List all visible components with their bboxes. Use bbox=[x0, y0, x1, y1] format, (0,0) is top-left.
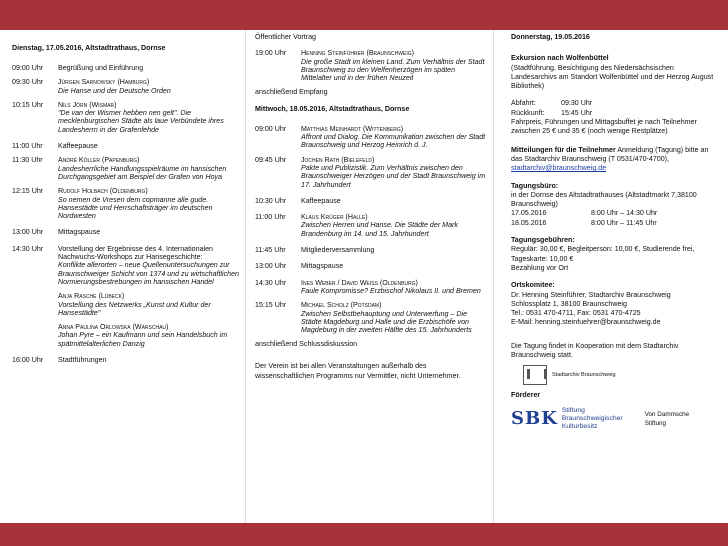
office-hours: 8:00 Uhr – 11:45 Uhr bbox=[591, 218, 657, 227]
talk-title: "De van der Wismer hebben nen gelt". Die mecklenburgischen Städte als laue Verbündete ihres Landesherrn in der Grafenfehde bbox=[58, 109, 224, 134]
stadtarchiv-emblem-icon bbox=[523, 365, 547, 385]
entry-time bbox=[12, 292, 58, 317]
entry-time: 11:45 Uhr bbox=[255, 246, 286, 255]
entry-body bbox=[58, 245, 239, 286]
column-wednesday bbox=[245, 30, 493, 523]
entry-body bbox=[301, 301, 487, 334]
entry-body bbox=[301, 156, 487, 189]
organizer-disclaimer: Der Verein ist bei allen Veranstaltungen außerhalb des wissenschaftlichen Programms nur Vermittler, nicht Unternehmer. bbox=[255, 361, 461, 380]
entry-time: 13:00 Uhr bbox=[255, 262, 287, 271]
entry-time: 09:30 Uhr bbox=[12, 78, 44, 87]
dammsche-stiftung bbox=[645, 410, 689, 428]
office-title: Tagungsbüro: bbox=[511, 181, 559, 190]
entry-time: 10:15 Uhr bbox=[12, 100, 44, 109]
talk-title: Zwischen Herren und Hanse. Die Städte der Mark Brandenburg im 14. und 15. Jahrhundert bbox=[301, 221, 458, 238]
office-text: in der Dornse des Altstadtrathauses (Altstadtmarkt 7,38100 Braunschweig) bbox=[511, 190, 697, 209]
sbk-letters-text: SBK bbox=[511, 407, 558, 429]
talk-title: Pakte und Publizistik. Zum Verhältnis zwischen den Braunschweiger Herzögen und der Stadt Braunschweig im 17. Jahrhundert bbox=[301, 163, 486, 189]
column-thursday-info bbox=[493, 30, 728, 523]
schedule-entry bbox=[12, 228, 239, 236]
public-lecture-note: Öffentlicher Vortrag bbox=[255, 33, 316, 41]
committee-line: Dr. Henning Steinführer, Stadtarchiv Braunschweig bbox=[511, 290, 671, 299]
entry-body bbox=[58, 228, 239, 236]
talk-title: Die große Stadt im kleinen Land. Zum Verhältnis der Stadt Braunschweig zu den Welfenherzögen im späten Mittelalter und in der frühen Neuzeit bbox=[301, 57, 485, 83]
bottom-band bbox=[0, 523, 728, 546]
fees-note: Bezahlung vor Ort bbox=[511, 263, 569, 272]
entry-body bbox=[301, 262, 487, 270]
schedule-entry bbox=[12, 64, 239, 72]
office-date: 18.05.2016 bbox=[511, 218, 547, 227]
entry-body bbox=[301, 125, 487, 150]
excursion-title: Exkursion nach Wolfenbüttel bbox=[511, 54, 609, 63]
speaker-name: Jochen Rath (Bielefeld) bbox=[301, 155, 375, 164]
entry-body bbox=[301, 49, 487, 82]
day-title-thursday: Donnerstag, 19.05.2016 bbox=[511, 33, 590, 41]
entry-body bbox=[58, 64, 239, 72]
notice-title: Mitteilungen für die Teilnehmer bbox=[511, 145, 616, 154]
schedule-entry bbox=[255, 156, 487, 189]
schedule-entry bbox=[12, 142, 239, 150]
schedule-entry bbox=[12, 323, 239, 348]
schedule-entry bbox=[12, 156, 239, 181]
schedule-list-tuesday bbox=[12, 64, 239, 364]
entry-text: Mittagspause bbox=[301, 262, 344, 271]
entry-body bbox=[58, 292, 239, 317]
talk-title: Konflikte allerorten – neue Quellenuntersuchungen zur Braunschweiger Schicht von 1374 und zu wirtschaftlichen Normierungsbestrebungen im hansischen Handel bbox=[58, 261, 239, 286]
entry-body bbox=[58, 78, 239, 95]
entry-text: Kaffeepause bbox=[301, 196, 341, 205]
sbk-logo bbox=[511, 407, 623, 431]
speaker-name: Ines Weber / David Weiss (Oldenburg) bbox=[301, 278, 418, 287]
excursion-description: (Stadtführung, Besichtigung des Niedersächsischen Landesarchivs am Standort Wolfenbüttel und der Herzog August Bibliothek) bbox=[511, 63, 714, 91]
schedule-entry bbox=[255, 197, 487, 205]
entry-body bbox=[58, 142, 239, 150]
sbk-text: Kulturbesitz bbox=[561, 422, 598, 430]
reception-note: anschließend Empfang bbox=[255, 88, 328, 97]
schedule-entry bbox=[255, 125, 487, 150]
talk-title: Johan Pyre – ein Kaufmann und sein Handelsbuch im spätmittelalterlichen Danzig bbox=[58, 331, 228, 348]
entry-time: 09:00 Uhr bbox=[12, 64, 44, 72]
entry-time: 19:00 Uhr bbox=[255, 49, 287, 58]
talk-title: Vorstellung des Netzwerks „Kunst und Kultur der Hansestädte" bbox=[58, 300, 211, 317]
dammsche-text: Von Dammsche bbox=[644, 410, 690, 418]
entry-text: Kaffeepause bbox=[58, 142, 98, 151]
schedule-entry bbox=[12, 245, 239, 286]
fees-text: Regulär: 30,00 €, Begleitperson: 10,00 €, Studierende frei, Tageskarte: 10,00 € bbox=[511, 245, 695, 263]
entry-time: 16:00 Uhr bbox=[12, 356, 44, 365]
speaker-name: Matthias Meinhardt (Wittenberg) bbox=[301, 124, 404, 133]
office-date: 17.05.2016 bbox=[511, 209, 547, 218]
entry-time: 12:15 Uhr bbox=[12, 187, 44, 196]
committee-title: Ortskomitee: bbox=[511, 281, 555, 290]
schedule-entry bbox=[255, 279, 487, 296]
entry-body bbox=[301, 213, 487, 238]
schedule-entry bbox=[12, 101, 239, 134]
entry-text: Stadtführungen bbox=[58, 356, 107, 365]
entry-body bbox=[301, 197, 487, 205]
column-tuesday bbox=[0, 30, 245, 523]
schedule-entry bbox=[255, 49, 487, 82]
speaker-name: Henning Steinführer (Braunschweig) bbox=[301, 49, 414, 58]
sbk-letters bbox=[511, 407, 558, 429]
entry-time: 10:30 Uhr bbox=[255, 196, 287, 205]
entry-time: 11:30 Uhr bbox=[12, 156, 43, 165]
speaker-name: Nils Jörn (Wismar) bbox=[58, 100, 117, 109]
office-hours: 8:00 Uhr – 14:30 Uhr bbox=[591, 209, 658, 218]
speaker-name: Rudolf Holbach (Oldenburg) bbox=[58, 187, 148, 196]
departure-label: Abfahrt: bbox=[511, 99, 536, 108]
notice-text: Anmeldung (Tagung) bitte an das Stadtarchiv Braunschweig (T 0531/470-4700), bbox=[511, 145, 709, 163]
speaker-name: Jürgen Sarnowsky (Hamburg) bbox=[58, 78, 150, 87]
top-band bbox=[0, 0, 728, 30]
notice-email-link[interactable]: stadtarchiv@braunschweig.de bbox=[511, 164, 607, 173]
stadtarchiv-logo-text: Stadtarchiv Braunschweig bbox=[552, 371, 616, 378]
schedule-entry bbox=[12, 292, 239, 317]
entry-time bbox=[12, 323, 58, 348]
talk-title: Zwischen Selbstbehauptung und Unterwerfung – Die Städte Magdeburg und Halle und die Erzbischöfe von Magdeburg in der zweiten Hälfte des 15. Jahrhunderts bbox=[301, 309, 472, 335]
entry-time: 14:30 Uhr bbox=[255, 278, 287, 287]
talk-title: Faule Kompromisse? Erzbischof Nikolaus II. und Bremen bbox=[301, 286, 481, 295]
schedule-list-evening bbox=[255, 49, 487, 82]
schedule-entry bbox=[255, 213, 487, 238]
entry-body bbox=[58, 356, 239, 364]
return-time: 15:45 Uhr bbox=[561, 108, 593, 117]
speaker-name: André Köller (Papenburg) bbox=[58, 156, 140, 165]
entry-time: 14:30 Uhr bbox=[12, 244, 44, 253]
committee-line: Schlossplatz 1, 38100 Braunschweig bbox=[511, 299, 627, 308]
entry-text: Mittagspause bbox=[58, 228, 101, 237]
dammsche-text: Stiftung bbox=[644, 419, 667, 427]
fees-title: Tagungsgebühren: bbox=[511, 236, 575, 245]
fare-text: Fahrpreis, Führungen und Mittagsbuffet je nach Teilnehmer zwischen 25 € und 35 € (noch wenige Restplätze) bbox=[511, 118, 697, 136]
sponsor-title: Förderer bbox=[511, 391, 541, 400]
talk-title: Affront und Dialog. Die Kommunikation zwischen der Stadt Braunschweig und Herzog Heinrich d. J. bbox=[301, 133, 486, 150]
return-label: Rückkunft: bbox=[511, 108, 545, 117]
talk-title: So nemen de Vresen dem copmanne alle gude. Hansestädte und Herrschaftsträger im deutschen Nordwesten bbox=[58, 195, 213, 221]
entry-time: 13:00 Uhr bbox=[12, 228, 44, 237]
speaker-name: Klaus Krüger (Halle) bbox=[301, 213, 368, 222]
committee-line: E-Mail: henning.steinfuehrer@braunschweig.de bbox=[511, 318, 661, 327]
entry-body bbox=[58, 323, 239, 348]
entry-body bbox=[301, 279, 487, 296]
schedule-entry bbox=[12, 78, 239, 95]
sponsor-row bbox=[511, 407, 720, 431]
departure-time: 09:30 Uhr bbox=[561, 99, 593, 108]
entry-time: 09:45 Uhr bbox=[255, 155, 287, 164]
schedule-entry bbox=[255, 246, 487, 254]
day-title-wednesday: Mittwoch, 18.05.2016, Altstadtrathaus, Dornse bbox=[255, 104, 410, 113]
entry-text: Mitgliederversammlung bbox=[301, 246, 375, 255]
schedule-entry bbox=[12, 187, 239, 220]
speaker-name: Michael Scholz (Potsdam) bbox=[301, 301, 382, 310]
cooperation-text: Die Tagung findet in Kooperation mit dem Stadtarchiv Braunschweig statt. bbox=[511, 341, 679, 360]
schedule-list-wednesday bbox=[255, 125, 487, 335]
sbk-text: Stiftung bbox=[561, 406, 585, 414]
schedule-entry bbox=[12, 356, 239, 364]
schedule-entry bbox=[255, 262, 487, 270]
talk-title: Landesherrliche Handlungsspielräume im hansischen Durchgangsgebiet am Beispiel der Grafen von Hoya bbox=[58, 164, 227, 181]
committee-line: Tel.: 0531 470-4711, Fax: 0531 470-4725 bbox=[511, 309, 641, 318]
stadtarchiv-logo bbox=[523, 365, 720, 385]
sbk-text: Braunschweigischer bbox=[561, 414, 623, 422]
day-title-tuesday: Dienstag, 17.05.2016, Altstadtrathaus, Dornse bbox=[12, 44, 166, 52]
entry-time: 15:15 Uhr bbox=[255, 301, 287, 310]
schedule-entry bbox=[255, 301, 487, 334]
entry-body bbox=[58, 101, 239, 134]
entry-body bbox=[58, 156, 239, 181]
talk-title: Die Hanse und der Deutsche Orden bbox=[58, 86, 171, 95]
speaker-name: Anja Rasche (Lübeck) bbox=[58, 292, 125, 301]
entry-body bbox=[301, 246, 487, 254]
final-discussion-note: anschließend Schlussdiskussion bbox=[255, 340, 358, 349]
entry-body bbox=[58, 187, 239, 220]
speaker-name: Anna Paulina Orlowska (Warschau) bbox=[58, 323, 169, 332]
entry-text: Begrüßung und Einführung bbox=[58, 64, 144, 72]
entry-time: 09:00 Uhr bbox=[255, 124, 287, 133]
entry-time: 11:00 Uhr bbox=[255, 213, 286, 222]
entry-text: Vorstellung der Ergebnisse des 4. Internationalen Nachwuchs-Workshops zur Hansegeschichte: bbox=[58, 244, 213, 262]
entry-time: 11:00 Uhr bbox=[12, 142, 43, 151]
